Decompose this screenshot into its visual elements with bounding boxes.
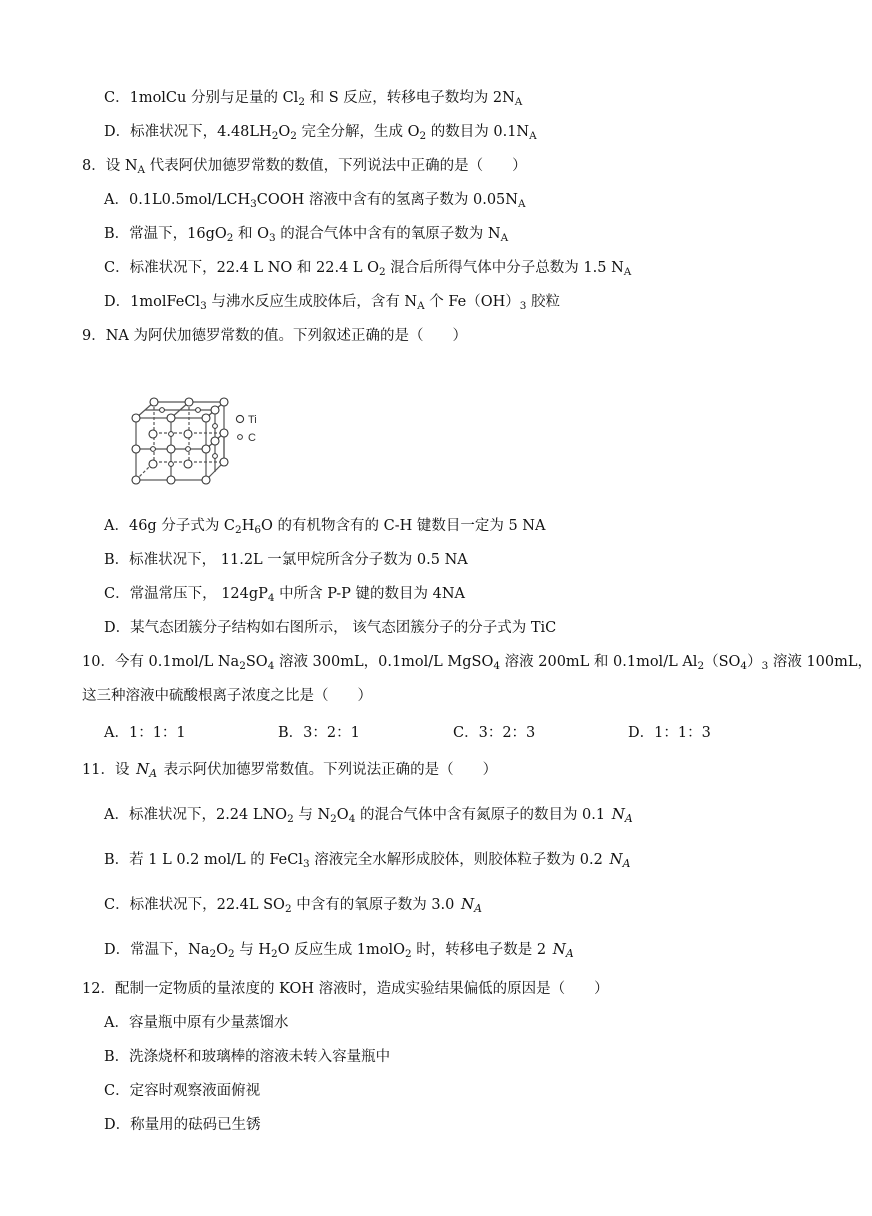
- sub: 2: [419, 129, 427, 142]
- sub: A: [137, 163, 146, 176]
- sub: 2: [379, 265, 386, 278]
- text: 完全分解，生成 O: [296, 124, 420, 140]
- sub: A: [517, 197, 526, 210]
- text: C．标准状况下，22.4 L NO 和 22.4 L O: [104, 260, 380, 276]
- na-n: N: [461, 895, 475, 913]
- text: O: [336, 807, 349, 823]
- text: SO: [245, 654, 268, 670]
- na-symbol: [552, 940, 574, 961]
- text: O 反应生成 1molO: [277, 942, 406, 958]
- text: C．常温常压下， 124gP: [104, 586, 268, 602]
- q9-option-a: [104, 516, 545, 540]
- text: 胶粒: [526, 294, 561, 310]
- na-sub: A: [474, 902, 482, 916]
- text: 和 S 反应，转移电子数均为 2N: [304, 90, 515, 106]
- q11-stem: [82, 759, 497, 784]
- q12-option-c: C．定容时观察液面俯视: [104, 1083, 261, 1099]
- na-sub: A: [624, 812, 633, 826]
- sub: 4: [348, 812, 356, 825]
- na-sub: A: [149, 767, 157, 781]
- sub: 3: [519, 299, 527, 312]
- na-n: N: [552, 940, 566, 958]
- na-sub: A: [622, 857, 631, 871]
- q12-stem: 12．配制一定物质的量浓度的 KOH 溶液时，造成实验结果偏低的原因是（ ）: [82, 981, 609, 997]
- sub: 4: [267, 659, 275, 672]
- sub: 2: [290, 129, 297, 142]
- text: 的混合气体中含有氮原子的数目为 0.1: [355, 807, 610, 823]
- text: C．1molCu 分别与足量的 Cl: [104, 90, 299, 106]
- sub: 2: [271, 129, 279, 142]
- q8-option-a: [104, 190, 526, 214]
- q8-option-c: [104, 258, 631, 282]
- q10-stem-cont: 这三种溶液中硫酸根离子浓度之比是（ ）: [82, 688, 372, 704]
- sub: A: [417, 299, 425, 312]
- sub: 2: [405, 947, 412, 960]
- sub: A: [529, 129, 537, 142]
- text: 代表阿伏加德罗常数的数值，下列说法中正确的是（ ）: [145, 158, 527, 174]
- text: C．标准状况下，22.4L SO: [104, 897, 285, 913]
- text: 的数目为 0.1N: [426, 124, 530, 140]
- q9-stem: 9．NA 为阿伏加德罗常数的值。下列叙述正确的是（ ）: [82, 328, 467, 344]
- sub: 2: [239, 659, 246, 672]
- q10-option-a: A．1：1：1: [104, 725, 186, 741]
- text: O: [216, 942, 229, 958]
- na-sub: A: [565, 947, 574, 961]
- sub: 2: [209, 947, 217, 960]
- sub: 2: [298, 95, 305, 108]
- text: 溶液 300mL，0.1mol/L MgSO: [274, 654, 494, 670]
- q9-option-c: [104, 584, 465, 608]
- sub: 2: [235, 523, 242, 536]
- q10-option-c: C．3：2：3: [453, 725, 536, 741]
- q12-option-d: D．称量用的砝码已生锈: [104, 1117, 261, 1133]
- na-symbol: [136, 760, 157, 781]
- text: 溶液 200mL 和 0.1mol/L Al: [500, 654, 698, 670]
- na-symbol: [611, 805, 633, 826]
- text: 表示阿伏加德罗常数值。下列说法正确的是（ ）: [159, 762, 498, 778]
- q9-option-b: B．标准状况下， 11.2L 一氯甲烷所含分子数为 0.5 NA: [104, 552, 468, 568]
- text: 中含有的氧原子数为 3.0: [291, 897, 459, 913]
- sub: 2: [697, 659, 705, 672]
- text: 与沸水反应生成胶体后，含有 N: [206, 294, 418, 310]
- text: D．1molFeCl: [104, 294, 201, 310]
- q8-option-b: [104, 224, 508, 248]
- q8-stem: [82, 156, 527, 180]
- sub: 4: [493, 659, 501, 672]
- text: 11．设: [82, 762, 135, 778]
- sub: 2: [228, 947, 235, 960]
- q7-option-c: [104, 88, 522, 112]
- text: 8．设 N: [82, 158, 138, 174]
- text: 溶液 100mL，: [768, 654, 872, 670]
- text: COOH 溶液中含有的氢离子数为 0.05N: [256, 192, 518, 208]
- q10-option-b: B．3：2：1: [278, 725, 360, 741]
- sub: 2: [330, 812, 337, 825]
- q10-stem: [82, 652, 872, 676]
- q11-option-b: [104, 849, 632, 874]
- sub: 2: [284, 902, 292, 915]
- q12-option-a: A．容量瓶中原有少量蒸馏水: [104, 1015, 289, 1031]
- q8-option-d: [104, 292, 560, 316]
- text: O 的有机物含有的 C-H 键数目一定为 5 NA: [261, 518, 546, 534]
- sub: 4: [267, 591, 275, 604]
- sub: 3: [302, 857, 310, 870]
- na-symbol: [461, 895, 482, 916]
- legend-c: C: [248, 432, 256, 444]
- text: B．常温下，16gO: [104, 226, 227, 242]
- legend-ti: Ti: [248, 414, 257, 426]
- tic-cluster-figure: [128, 390, 288, 492]
- sub: 3: [200, 299, 207, 312]
- text: ）: [747, 654, 762, 670]
- sub: A: [500, 231, 509, 244]
- text: O: [278, 124, 291, 140]
- sub: 3: [269, 231, 276, 244]
- sub: A: [623, 265, 632, 278]
- text: 溶液完全水解形成胶体，则胶体粒子数为 0.2: [309, 852, 608, 868]
- sub: 6: [254, 523, 261, 536]
- text: D．标准状况下，4.48LH: [104, 124, 272, 140]
- sub: 2: [226, 231, 234, 244]
- cube-lattice-diagram: [128, 390, 288, 492]
- sub: A: [514, 95, 523, 108]
- sub: 2: [287, 812, 294, 825]
- q11-option-a: [104, 804, 635, 829]
- na-n: N: [136, 760, 150, 778]
- q7-option-d: [104, 122, 537, 146]
- text: 混合后所得气体中分子总数为 1.5 N: [385, 260, 624, 276]
- text: 与 N: [293, 807, 331, 823]
- sub: 2: [271, 947, 278, 960]
- text: 中所含 P-P 键的数目为 4NA: [274, 586, 466, 602]
- text: A．46g 分子式为 C: [104, 518, 236, 534]
- text: 10．今有 0.1mol/L Na: [82, 654, 240, 670]
- text: 个 Fe（OH）: [424, 294, 520, 310]
- na-symbol: [609, 850, 631, 871]
- text: H: [241, 518, 255, 534]
- text: 与 H: [234, 942, 272, 958]
- text: D．常温下，Na: [104, 942, 210, 958]
- text: 的混合气体中含有的氧原子数为 N: [275, 226, 501, 242]
- q9-option-d: D．某气态团簇分子结构如右图所示， 该气态团簇分子的分子式为 TiC: [104, 620, 557, 636]
- q11-option-c: [104, 894, 484, 919]
- sub: 3: [761, 659, 769, 672]
- text: 时，转移电子数是 2: [411, 942, 551, 958]
- text: （SO: [704, 654, 741, 670]
- text: 和 O: [233, 226, 270, 242]
- text: A．标准状况下，2.24 LNO: [104, 807, 288, 823]
- na-n: N: [609, 850, 623, 868]
- q11-option-d: [104, 939, 576, 964]
- sub: 3: [250, 197, 257, 210]
- q12-option-b: B．洗涤烧杯和玻璃棒的溶液未转入容量瓶中: [104, 1049, 391, 1065]
- sub: 4: [740, 659, 748, 672]
- text: A．0.1L0.5mol/LCH: [104, 192, 251, 208]
- q10-option-d: D．1：1：3: [628, 725, 711, 741]
- text: B．若 1 L 0.2 mol/L 的 FeCl: [104, 852, 303, 868]
- na-n: N: [611, 805, 625, 823]
